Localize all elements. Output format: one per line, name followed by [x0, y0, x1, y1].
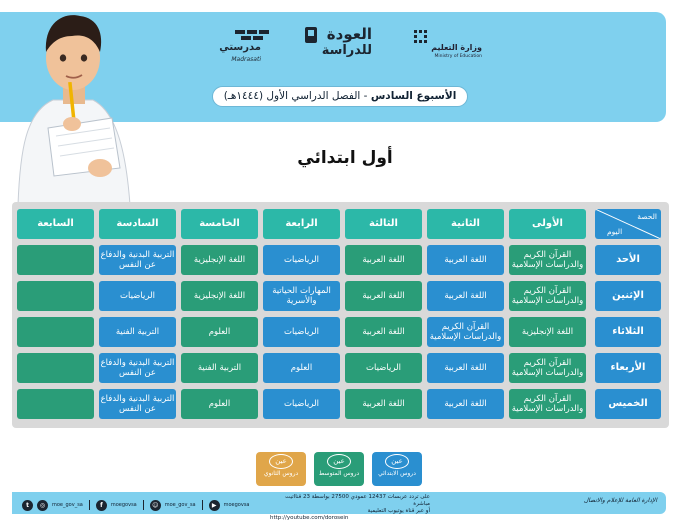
empty-lesson-cell — [17, 317, 94, 347]
semester-label: - الفصل الدراسي الأول (١٤٤٤هـ) — [223, 90, 371, 102]
broadcast-info — [270, 494, 430, 522]
facebook-icon[interactable]: f — [96, 500, 107, 511]
broadcast-frequency: على تردد عربسات 12437 عمودي 27500 بواسطة 23 قنااتيت مباشرة — [285, 494, 430, 507]
empty-lesson-cell — [17, 245, 94, 275]
lesson-cell: اللغة الإنجليزية — [181, 245, 258, 275]
social-handle[interactable]: moegovsa — [223, 502, 250, 508]
day-label: الخميس — [595, 389, 661, 419]
lesson-cell: الرياضيات — [263, 389, 340, 419]
general-admin-logo: الإدارة العامة للإعلام والاتصال — [583, 497, 657, 504]
day-label: الثلاثاء — [595, 317, 661, 347]
ein-primary-channel[interactable] — [372, 452, 422, 486]
youtube-url[interactable]: http://youtube.com/dorosein — [270, 515, 349, 521]
lesson-cell: اللغة الإنجليزية — [509, 317, 586, 347]
lesson-cell: المهارات الحياتية والأسرية — [263, 281, 340, 311]
lesson-cell: اللغة العربية — [345, 317, 422, 347]
ministry-name-ar: وزارة التعليم — [431, 43, 482, 52]
lesson-cell: التربية البدنية والدفاع عن النفس — [99, 245, 176, 275]
week-number: الأسبوع السادس — [370, 90, 457, 102]
channel-label: دروس الثانوي — [263, 470, 299, 477]
period-header: الثالثة — [345, 209, 422, 239]
lesson-cell: القرآن الكريم والدراسات الإسلامية — [509, 281, 586, 311]
madrasati-logo — [205, 26, 275, 62]
empty-lesson-cell — [17, 281, 94, 311]
lesson-cell: اللغة العربية — [427, 353, 504, 383]
divider — [202, 500, 203, 510]
lesson-cell: الرياضيات — [263, 317, 340, 347]
lesson-cell: اللغة العربية — [427, 281, 504, 311]
lesson-cell: التربية الفنية — [99, 317, 176, 347]
social-links — [22, 499, 250, 511]
lesson-cell: القرآن الكريم والدراسات الإسلامية — [509, 389, 586, 419]
ein-secondary-channel[interactable] — [256, 452, 306, 486]
divider — [89, 500, 90, 510]
channel-label: دروس المتوسط — [318, 470, 360, 477]
student-illustration — [8, 0, 138, 205]
empty-lesson-cell — [17, 389, 94, 419]
period-header: الرابعة — [263, 209, 340, 239]
period-day-corner-cell — [595, 209, 661, 239]
madrasati-name-ar: مدرستي — [219, 42, 261, 53]
day-label: الإثنين — [595, 281, 661, 311]
lesson-cell: التربية البدنية والدفاع عن النفس — [99, 353, 176, 383]
lesson-cell: اللغة الإنجليزية — [181, 281, 258, 311]
period-caption: الحصة — [637, 212, 657, 221]
week-semester-label — [212, 86, 468, 107]
lesson-cell: التربية الفنية — [181, 353, 258, 383]
period-header: الأولى — [509, 209, 586, 239]
broadcast-youtube: أو عبر قناة يوتيوب التعليمية — [367, 508, 430, 514]
day-caption: اليوم — [607, 227, 623, 236]
lesson-cell: اللغة العربية — [345, 389, 422, 419]
ein-channels — [256, 452, 426, 488]
youtube-icon[interactable]: ▶ — [209, 500, 220, 511]
lesson-cell: العلوم — [181, 317, 258, 347]
lesson-cell: القرآن الكريم والدراسات الإسلامية — [509, 353, 586, 383]
lesson-cell: العلوم — [263, 353, 340, 383]
divider — [143, 500, 144, 510]
lesson-cell: اللغة العربية — [345, 281, 422, 311]
social-handle[interactable]: moe_gov_sa — [52, 502, 83, 508]
lesson-cell: الرياضيات — [345, 353, 422, 383]
snapchat-icon[interactable]: ☺ — [150, 500, 161, 511]
lesson-cell: اللغة العربية — [345, 245, 422, 275]
social-handle[interactable]: moe_gov_sa — [164, 502, 196, 508]
ein-intermediate-channel[interactable] — [314, 452, 364, 486]
instagram-icon[interactable]: ◎ — [37, 500, 48, 511]
day-label: الأحد — [595, 245, 661, 275]
madrasati-name-en: Madrasati — [231, 56, 261, 63]
channel-label: دروس الابتدائي — [378, 470, 416, 477]
twitter-icon[interactable]: t — [22, 500, 33, 511]
back-to-school-line1: العودة — [326, 25, 372, 43]
lesson-cell: القرآن الكريم والدراسات الإسلامية — [427, 317, 504, 347]
lesson-cell: العلوم — [181, 389, 258, 419]
ein-logo: عين — [327, 454, 351, 469]
ein-logo: عين — [269, 454, 293, 469]
lesson-cell: القرآن الكريم والدراسات الإسلامية — [509, 245, 586, 275]
lesson-cell: اللغة العربية — [427, 389, 504, 419]
lesson-cell: التربية البدنية والدفاع عن النفس — [99, 389, 176, 419]
lesson-cell: اللغة العربية — [427, 245, 504, 275]
period-header: السابعة — [17, 209, 94, 239]
ministry-name-en: Ministry of Education — [434, 54, 482, 59]
lesson-cell: الرياضيات — [99, 281, 176, 311]
day-label: الأربعاء — [595, 353, 661, 383]
ministry-of-education-logo — [412, 26, 482, 64]
ein-logo: عين — [385, 454, 409, 469]
grade-title: أول ابتدائي — [297, 148, 393, 168]
social-handle[interactable]: moegovsa — [110, 502, 137, 508]
back-to-school-logo — [300, 22, 380, 62]
back-to-school-line2: للدراسة — [321, 43, 372, 58]
lesson-cell: الرياضيات — [263, 245, 340, 275]
period-header: السادسة — [99, 209, 176, 239]
period-header: الخامسة — [181, 209, 258, 239]
period-header: الثانية — [427, 209, 504, 239]
empty-lesson-cell — [17, 353, 94, 383]
